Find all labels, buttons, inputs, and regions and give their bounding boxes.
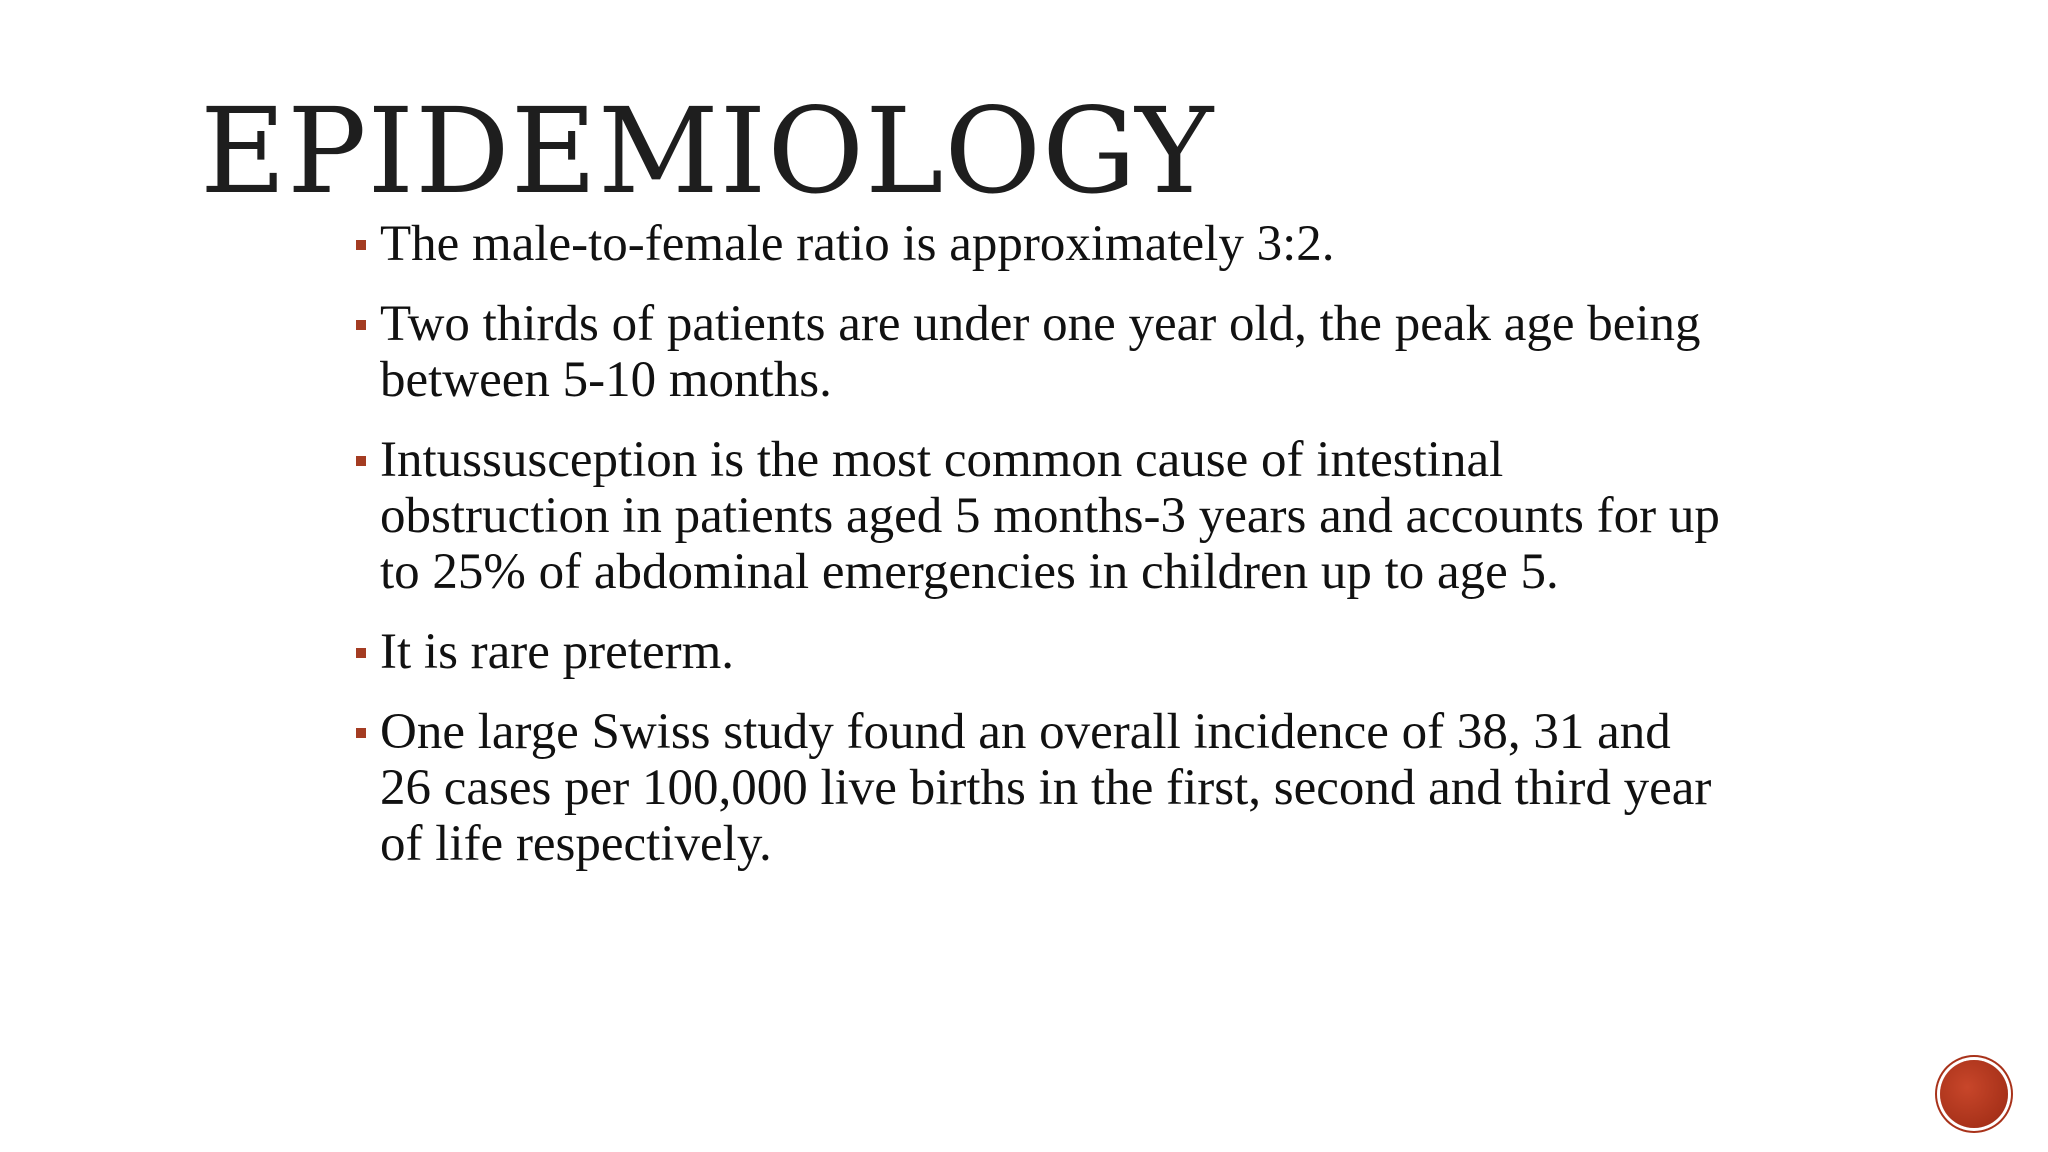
list-item bbox=[352, 432, 1732, 600]
next-slide-button[interactable] bbox=[1940, 1060, 2008, 1128]
bullet-text: It is rare preterm. bbox=[380, 624, 734, 680]
bullet-text: Intussusception is the most common cause of intestinal obstruction in patients aged 5 months-3 years and accounts for up to 25% of abdominal emergencies in children up to age 5. bbox=[380, 432, 1720, 600]
slide-title: EPIDEMIOLOGY bbox=[200, 82, 1215, 220]
square-bullet-icon bbox=[356, 648, 366, 658]
square-bullet-icon bbox=[356, 728, 366, 738]
list-item bbox=[352, 296, 1732, 408]
list-item bbox=[352, 624, 1732, 680]
square-bullet-icon bbox=[356, 320, 366, 330]
bullet-text: One large Swiss study found an overall incidence of 38, 31 and 26 cases per 100,000 live births in the first, second and third year of life respectively. bbox=[380, 704, 1712, 872]
bullet-list bbox=[352, 216, 1732, 896]
list-item bbox=[352, 216, 1732, 272]
square-bullet-icon bbox=[356, 456, 366, 466]
bullet-text: Two thirds of patients are under one year old, the peak age being between 5-10 months. bbox=[380, 296, 1701, 408]
list-item bbox=[352, 704, 1732, 872]
square-bullet-icon bbox=[356, 240, 366, 250]
bullet-text: The male-to-female ratio is approximately 3:2. bbox=[380, 216, 1335, 272]
